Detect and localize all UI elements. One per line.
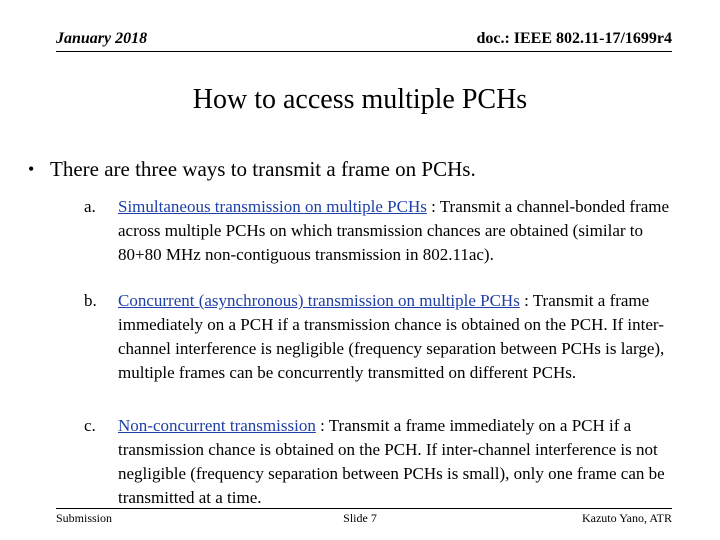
list-item-body — [118, 195, 674, 267]
item-description: : Transmit a frame immediately on a PCH if a transmission chance is obtained on the PCH. If inter-channel interference is negligible (frequency separation between PCHs is large), multiple frames can be concurrently transmitted on different PCHs. — [118, 291, 665, 382]
list-marker: a. — [84, 197, 96, 216]
header-date: January 2018 — [56, 30, 148, 47]
header-divider — [56, 51, 672, 52]
footer-author: Kazuto Yano, ATR — [581, 511, 672, 525]
footer-submission: Submission — [56, 511, 113, 525]
list-item-b — [84, 289, 674, 385]
main-bullet-text: There are three ways to transmit a frame on PCHs. — [50, 157, 476, 181]
bullet-dot-icon: • — [28, 159, 35, 179]
list-item-c — [84, 414, 674, 510]
footer-divider — [56, 508, 672, 509]
list-marker: c. — [84, 416, 96, 435]
slide-title: How to access multiple PCHs — [192, 84, 528, 115]
footer-slide-number: Slide 7 — [343, 511, 377, 525]
header-doc-id: doc.: IEEE 802.11-17/1699r4 — [476, 30, 672, 47]
item-description: : Transmit a frame immediately on a PCH if a transmission chance is obtained on the PCH. If inter-channel interference is not negligible (frequency separation between PCHs is small), only one frame can be transmitted at a time. — [118, 416, 665, 507]
list-item-body — [118, 289, 674, 385]
item-term: Non-concurrent transmission — [118, 416, 316, 435]
item-term: Concurrent (asynchronous) transmission on multiple PCHs — [118, 291, 520, 310]
item-term: Simultaneous transmission on multiple PCHs — [118, 197, 427, 216]
list-item-a — [84, 195, 674, 267]
list-marker: b. — [84, 291, 97, 310]
item-description: : Transmit a channel-bonded frame across multiple PCHs on which transmission chances are obtained (similar to 80+80 MHz non-contiguous transmission in 802.11ac). — [118, 197, 670, 264]
list-item-body — [118, 414, 674, 510]
main-bullet — [28, 157, 476, 182]
